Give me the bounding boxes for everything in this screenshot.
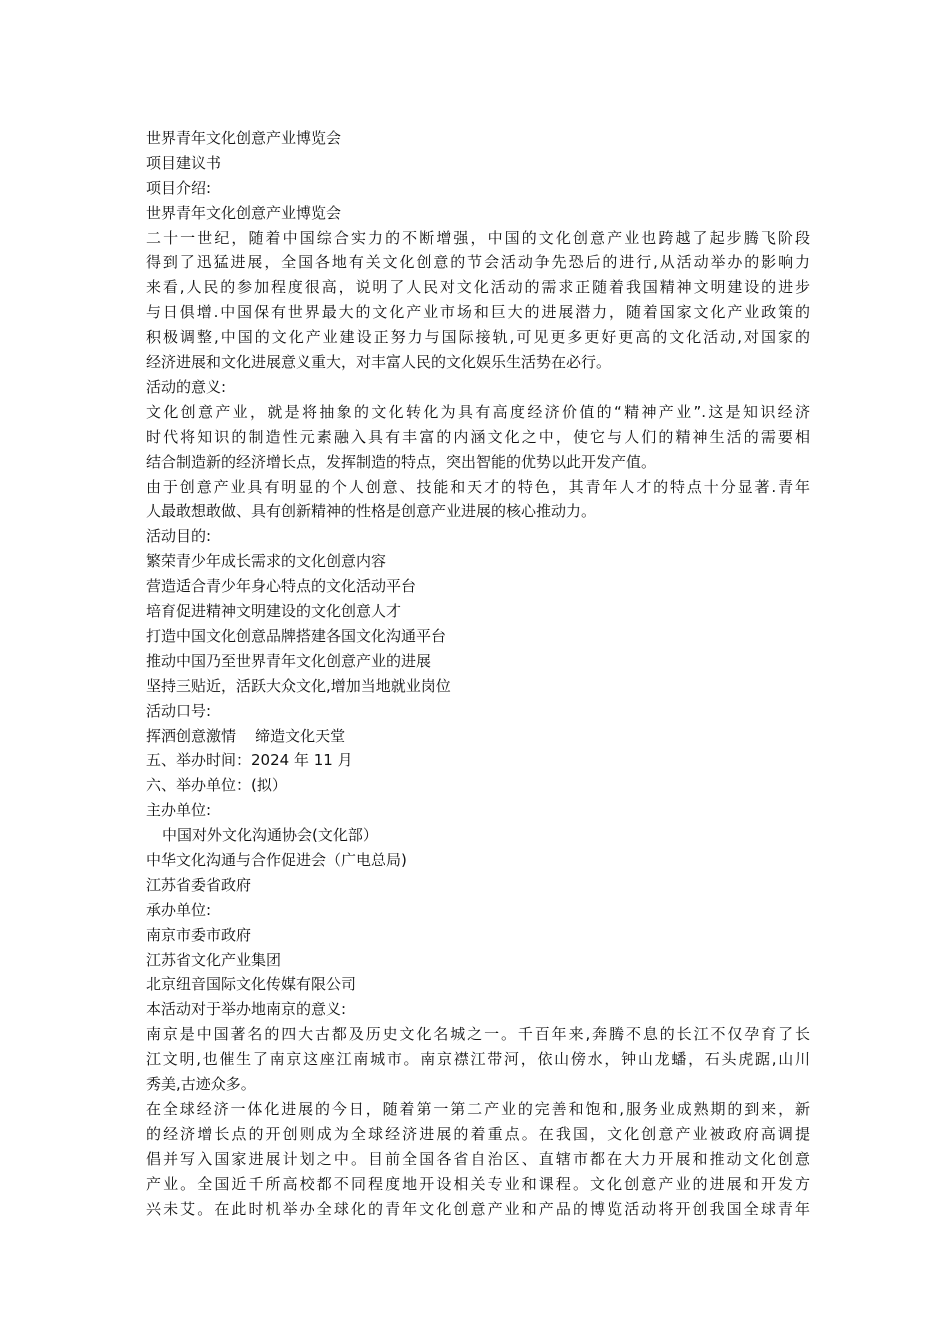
slogan-text: 挥洒创意激情 缔造文化天堂 xyxy=(146,726,346,745)
intro-line-last: 经济进展和文化进展意义重大，对丰富人民的文化娱乐生活势在必行。 xyxy=(146,353,612,372)
document-page xyxy=(146,126,810,1221)
nanjing-p1-line: 南京是中国著名的四大古都及历史文化名城之一。千百年来,奔腾不息的长江不仅孕育了长 xyxy=(146,1025,810,1044)
intro-line: 来看,人民的参加程度很高，说明了人民对文化活动的需求正随着我国精神文明建设的进步 xyxy=(146,278,810,297)
host-heading: 主办单位: xyxy=(146,801,212,820)
goal-item: 推动中国乃至世界青年文化创意产业的进展 xyxy=(146,651,432,670)
nanjing-p2-line: 兴未艾。在此时机举办全球化的青年文化创意产业和产品的博览活动将开创我国全球青年 xyxy=(146,1199,810,1218)
goals-heading: 活动目的: xyxy=(146,527,212,546)
host-item: 中华文化沟通与合作促进会（广电总局) xyxy=(146,850,407,869)
meaning-p2-line-last: 人最敢想敢做、具有创新精神的性格是创意产业进展的核心推动力。 xyxy=(146,502,597,521)
organizer-item: 江苏省文化产业集团 xyxy=(146,950,282,969)
intro-line: 得到了迅猛进展，全国各地有关文化创意的节会活动争先恐后的进行,从活动举办的影响力 xyxy=(146,253,810,272)
intro-line: 积极调整,中国的文化产业建设正努力与国际接轨,可见更多更好更高的文化活动,对国家的 xyxy=(146,328,810,347)
nanjing-p2-line: 产业。全国近千所高校都不同程度地开设相关专业和课程。文化创意产业的进展和开发方 xyxy=(146,1174,810,1193)
intro-heading: 项目介绍: xyxy=(146,178,212,197)
nanjing-heading: 本活动对于举办地南京的意义: xyxy=(146,1000,347,1019)
intro-line: 二十一世纪，随着中国综合实力的不断增强，中国的文化创意产业也跨越了起步腾飞阶段 xyxy=(146,228,810,247)
event-time: 五、举办时间：2024 年 11 月 xyxy=(146,751,353,770)
goal-item: 坚持三贴近，活跃大众文化,增加当地就业岗位 xyxy=(146,676,451,695)
meaning-p1-line: 文化创意产业，就是将抽象的文化转化为具有高度经济价值的“精神产业”.这是知识经济 xyxy=(146,402,810,421)
organizer-heading: 承办单位: xyxy=(146,900,212,919)
intro-line: 与日俱增.中国保有世界最大的文化产业市场和巨大的进展潜力，随着国家文化产业政策的 xyxy=(146,303,810,322)
nanjing-p2-line: 的经济增长点的开创则成为全球经济进展的着重点。在我国，文化创意产业被政府高调提 xyxy=(146,1124,810,1143)
meaning-p1-line-last: 结合制造新的经济增长点，发挥制造的特点，突出智能的优势以此开发产值。 xyxy=(146,452,657,471)
host-item: 中国对外文化沟通协会(文化部） xyxy=(162,826,378,845)
nanjing-p2-line: 倡并写入国家进展计划之中。目前全国各省自治区、直辖市都在大力开展和推动文化创意 xyxy=(146,1149,810,1168)
units-heading: 六、举办单位：(拟） xyxy=(146,776,287,795)
meaning-p2-line: 由于创意产业具有明显的个人创意、技能和天才的特色，其青年人才的特点十分显著.青年 xyxy=(146,477,810,496)
slogan-heading: 活动口号: xyxy=(146,701,212,720)
goal-item: 营造适合青少年身心特点的文化活动平台 xyxy=(146,577,417,596)
organizer-item: 北京纽音国际文化传媒有限公司 xyxy=(146,975,357,994)
meaning-heading: 活动的意义: xyxy=(146,377,227,396)
goal-item: 打造中国文化创意品牌搭建各国文化沟通平台 xyxy=(146,626,447,645)
nanjing-p1-line: 江文明,也催生了南京这座江南城市。南京襟江带河，依山傍水，钟山龙蟠，石头虎踞,山川 xyxy=(146,1050,810,1069)
organizer-item: 南京市委市政府 xyxy=(146,925,252,944)
intro-name: 世界青年文化创意产业博览会 xyxy=(146,203,342,222)
goal-item: 繁荣青少年成长需求的文化创意内容 xyxy=(146,552,387,571)
document-title: 世界青年文化创意产业博览会 xyxy=(146,129,342,147)
document-subtitle: 项目建议书 xyxy=(146,153,222,172)
host-item: 江苏省委省政府 xyxy=(146,875,252,894)
goal-item: 培育促进精神文明建设的文化创意人才 xyxy=(146,602,402,621)
nanjing-p1-line-last: 秀美,古迹众多。 xyxy=(146,1075,256,1093)
meaning-p1-line: 时代将知识的制造性元素融入具有丰富的内涵文化之中，使它与人们的精神生活的需要相 xyxy=(146,427,810,446)
nanjing-p2-line: 在全球经济一体化进展的今日，随着第一第二产业的完善和饱和,服务业成熟期的到来，新 xyxy=(146,1099,810,1118)
